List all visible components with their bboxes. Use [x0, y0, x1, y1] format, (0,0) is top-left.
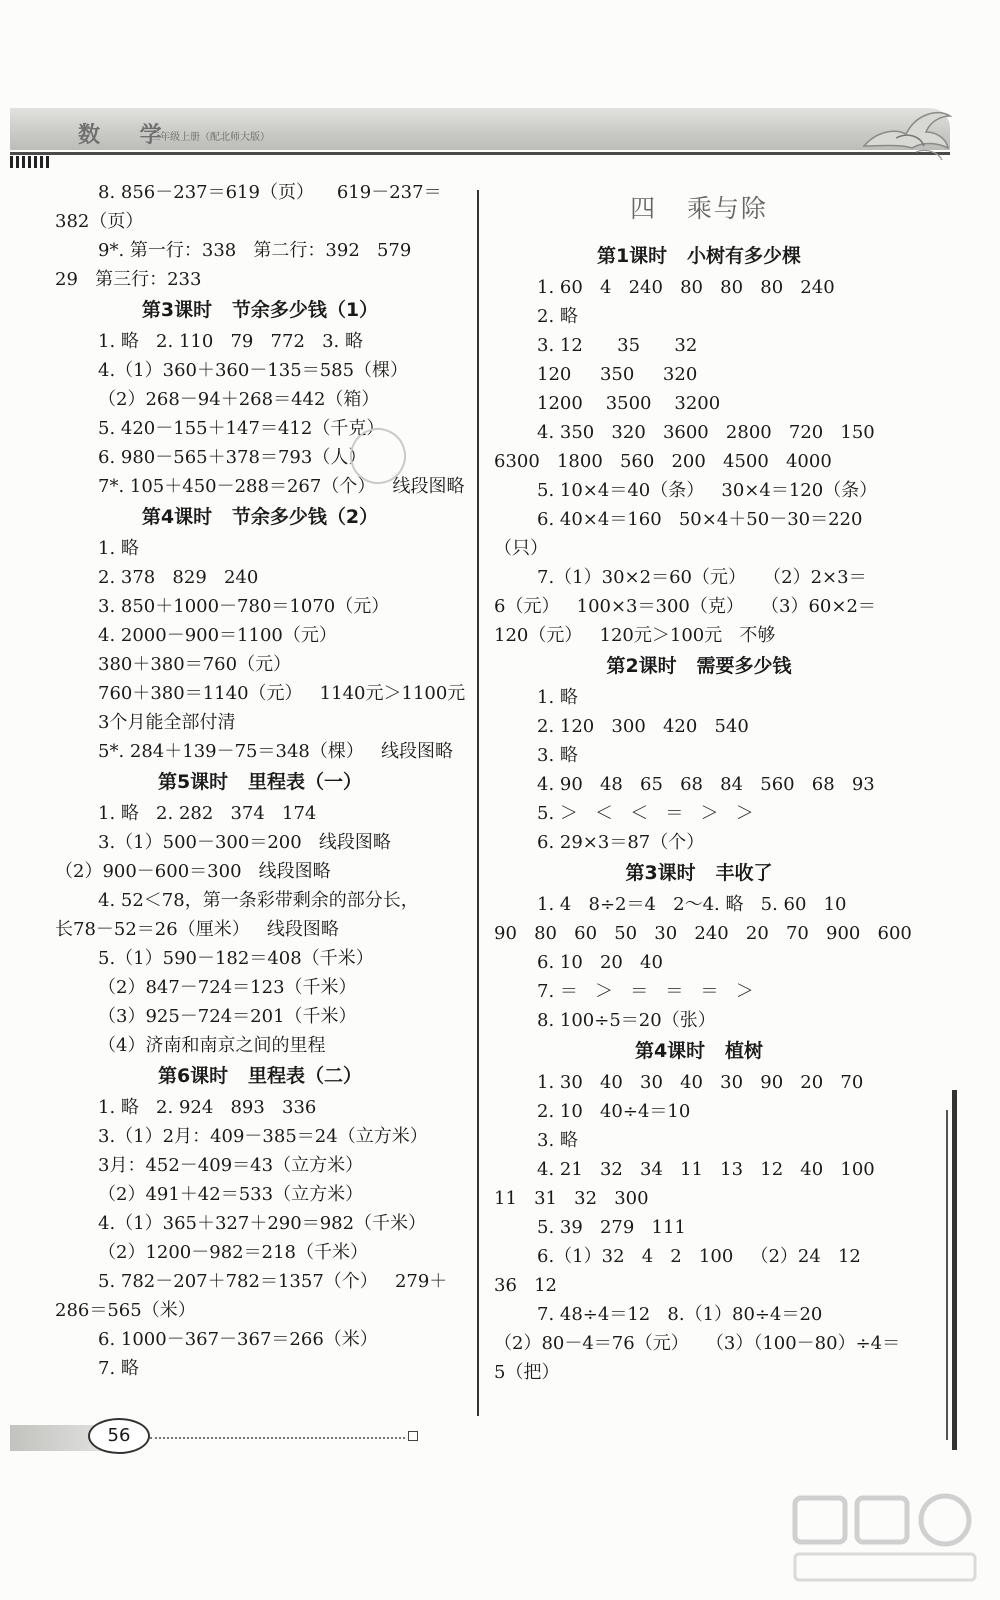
- header-ticks: [10, 156, 52, 168]
- answer-line: 8. 856－237＝619（页） 619－237＝: [98, 182, 442, 203]
- answer-line: 1. 4 8÷2＝4 2～4. 略 5. 60 10: [537, 894, 847, 915]
- footer-square-icon: [408, 1431, 418, 1441]
- answer-line: 1. 略 2. 924 893 336: [98, 1097, 317, 1118]
- answer-line: 3.（1）2月：409－385＝24（立方米）: [98, 1126, 428, 1147]
- answer-line: 7. 略: [98, 1358, 139, 1379]
- answer-line: （2）491＋42＝533（立方米）: [98, 1184, 364, 1205]
- answer-line: 6. 1000－367－367＝266（米）: [98, 1329, 378, 1350]
- footer-dotted-line: [150, 1437, 405, 1439]
- answer-line: 3. 略: [537, 1130, 578, 1151]
- lesson-heading: 第3课时 丰收了: [625, 862, 773, 884]
- answer-line: 3. 12 35 32: [537, 335, 698, 356]
- answer-line: 4. 52＜78，第一条彩带剩余的部分长，: [98, 890, 419, 911]
- answer-line: 7*. 105＋450－288＝267（个） 线段图略: [98, 476, 465, 497]
- answer-line: 8. 100÷5＝20（张）: [537, 1010, 716, 1031]
- page-number: 56: [88, 1418, 150, 1454]
- right-column: [494, 178, 912, 1387]
- answer-line: 36 12: [494, 1275, 557, 1296]
- answer-line: 29 第三行：233: [55, 269, 202, 290]
- lesson-heading: 第1课时 小树有多少棵: [596, 245, 802, 267]
- answer-line: 3月：452－409＝43（立方米）: [98, 1155, 364, 1176]
- header-rule: [10, 152, 950, 155]
- answer-line: （2）268－94＋268＝442（箱）: [98, 389, 380, 410]
- answer-line: 3个月能全部付清: [98, 712, 236, 733]
- answer-line: 9*. 第一行：338 第二行：392 579: [98, 240, 412, 261]
- answer-line: 4. 2000－900＝1100（元）: [98, 625, 337, 646]
- answer-line: （2）80－4＝76（元） （3）（100－80）÷4＝: [494, 1333, 901, 1354]
- lesson-heading: 第4课时 节余多少钱（2）: [141, 506, 379, 528]
- lesson-heading: 第4课时 植树: [634, 1040, 764, 1062]
- answer-line: （3）925－724＝201（千米）: [98, 1006, 357, 1027]
- right-edge-bar: [952, 1090, 957, 1450]
- answer-line: 5. 39 279 111: [537, 1217, 686, 1238]
- left-column: [55, 178, 465, 1383]
- answer-line: 长78－52＝26（厘米） 线段图略: [55, 919, 339, 940]
- answer-line: 6. 40×4＝160 50×4＋50－30＝220: [537, 509, 863, 530]
- answer-line: 90 80 60 50 30 240 20 70 900 600: [494, 923, 912, 944]
- answer-line: 3. 850＋1000－780＝1070（元）: [98, 596, 390, 617]
- answer-line: 286＝565（米）: [55, 1300, 196, 1321]
- answer-line: 7. 48÷4＝12 8.（1）80÷4＝20: [537, 1304, 823, 1325]
- answer-line: 4.（1）365＋327＋290＝982（千米）: [98, 1213, 427, 1234]
- answer-line: （2）847－724＝123（千米）: [98, 977, 357, 998]
- answer-line: 1. 略: [537, 687, 578, 708]
- answer-line: 7. ＝ ＞ ＝ ＝ ＝ ＞: [537, 981, 754, 1002]
- answer-line: 5.（1）590－182＝408（千米）: [98, 948, 374, 969]
- answer-line: 120（元） 120元＞100元 不够: [494, 625, 776, 646]
- lesson-heading: 第6课时 里程表（二）: [157, 1065, 363, 1087]
- answer-line: 2. 略: [537, 306, 578, 327]
- answer-line: 382（页）: [55, 211, 144, 232]
- answer-line: 2. 378 829 240: [98, 567, 259, 588]
- lesson-heading: 第2课时 需要多少钱: [606, 655, 792, 677]
- flower-swirl-logo-icon: [856, 102, 956, 166]
- answer-line: 1. 60 4 240 80 80 80 240: [537, 277, 835, 298]
- right-edge-bar-thin: [946, 1110, 948, 1440]
- answer-line: 1200 3500 3200: [537, 393, 721, 414]
- answer-line: 2. 10 40÷4＝10: [537, 1101, 691, 1122]
- answer-line: 4.（1）360＋360－135＝585（棵）: [98, 360, 409, 381]
- column-divider: [477, 190, 479, 1416]
- lesson-heading: 第5课时 里程表（一）: [157, 771, 363, 793]
- answer-line: 760＋380＝1140（元） 1140元＞1100元: [98, 683, 466, 704]
- answer-line: 1. 30 40 30 40 30 90 20 70: [537, 1072, 864, 1093]
- answer-line: 11 31 32 300: [494, 1188, 649, 1209]
- lesson-heading: 第3课时 节余多少钱（1）: [141, 299, 379, 321]
- answer-line: （2）1200－982＝218（千米）: [98, 1242, 368, 1263]
- answer-line: （2）900－600＝300 线段图略: [55, 861, 331, 882]
- answer-line: 5. ＞ ＜ ＜ ＝ ＞ ＞: [537, 803, 754, 824]
- answer-line: 5. 782－207＋782＝1357（个） 279＋: [98, 1271, 448, 1292]
- answer-line: 6.（1）32 4 2 100 （2）24 12: [537, 1246, 861, 1267]
- answer-line: 3. 略: [537, 745, 578, 766]
- answer-line: 7.（1）30×2＝60（元） （2）2×3＝: [537, 567, 867, 588]
- answer-line: 5（把）: [494, 1362, 560, 1383]
- answer-line: 1. 略: [98, 538, 139, 559]
- answer-line: 3.（1）500－300＝200 线段图略: [98, 832, 391, 853]
- answer-line: 4. 21 32 34 11 13 12 40 100: [537, 1159, 875, 1180]
- chapter-title: 四 乘与除: [630, 194, 768, 223]
- subject-title: 数 学: [78, 122, 178, 148]
- page-header: [0, 100, 1000, 180]
- answer-line: 5*. 284＋139－75＝348（棵） 线段图略: [98, 741, 454, 762]
- answer-line: 6（元） 100×3＝300（克） （3）60×2＝: [494, 596, 876, 617]
- answer-line: 6. 10 20 40: [537, 952, 663, 973]
- answer-line: 380＋380＝760（元）: [98, 654, 292, 675]
- grade-edition: 三年级上册（配北师大版）: [150, 132, 270, 143]
- answer-site-logo-icon: [785, 1490, 985, 1590]
- answer-line: 120 350 320: [537, 364, 698, 385]
- answer-line: 4. 90 48 65 68 84 560 68 93: [537, 774, 875, 795]
- answer-line: 1. 略 2. 282 374 174: [98, 803, 317, 824]
- answer-line: 2. 120 300 420 540: [537, 716, 749, 737]
- answer-line: 6300 1800 560 200 4500 4000: [494, 451, 832, 472]
- answer-line: 4. 350 320 3600 2800 720 150: [537, 422, 875, 443]
- answer-line: （4）济南和南京之间的里程: [98, 1035, 326, 1056]
- answer-line: 5. 10×4＝40（条） 30×4＝120（条）: [537, 480, 878, 501]
- answer-line: 6. 980－565＋378＝793（人）: [98, 447, 367, 468]
- answer-line: 6. 29×3＝87（个）: [537, 832, 705, 853]
- answer-line: 1. 略 2. 110 79 772 3. 略: [98, 331, 363, 352]
- answer-line: （只）: [494, 538, 548, 559]
- answer-line: 5. 420－155＋147＝412（千克）: [98, 418, 385, 439]
